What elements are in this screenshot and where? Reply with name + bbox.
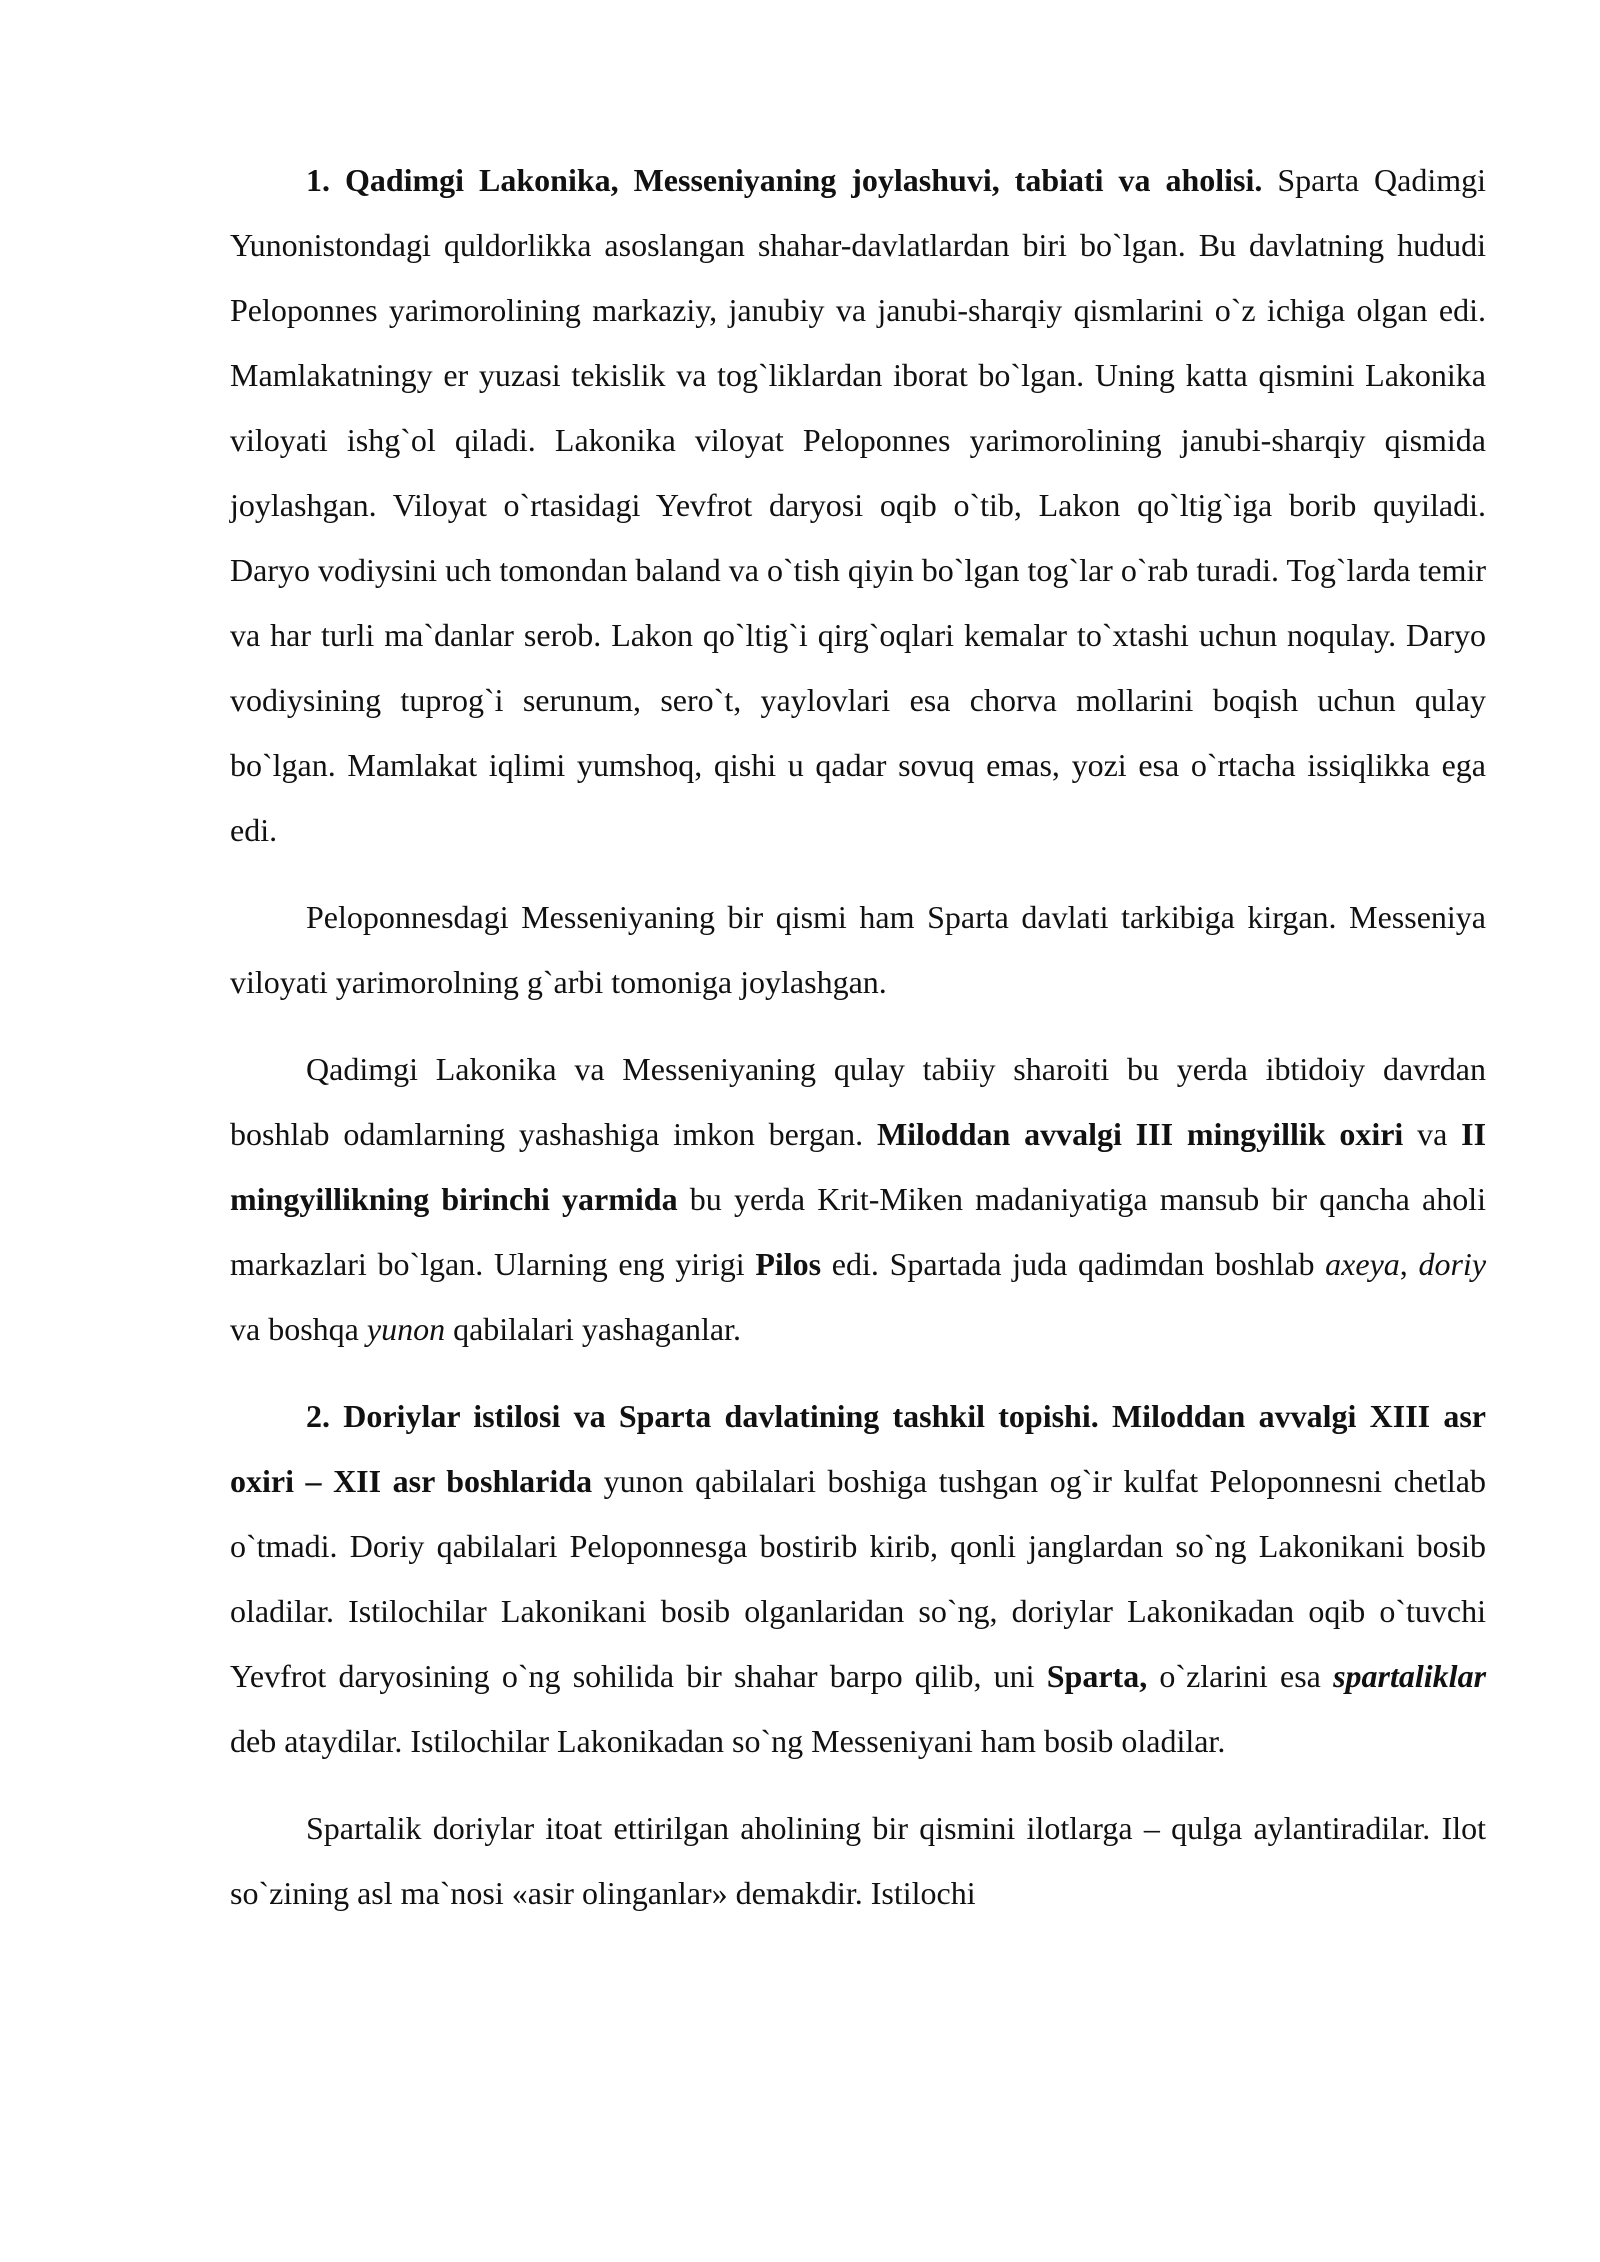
document-page bbox=[230, 148, 1486, 1948]
text-run: edi. Spartada juda qadimdan boshlab bbox=[821, 1246, 1326, 1282]
text-run: yunon qabilalari boshiga tushgan og`ir kulfat Peloponnesni chetlab o`tmadi. Doriy qabilalari Peloponnesga bostirib kirib, qonli janglardan so`ng Lakonikani bosib oladilar. Istilochilar Lakonikani bosib olganlaridan so`ng, doriylar Lakonikadan oqib o`tuvchi Yevfrot daryosining o`ng sohilida bir shahar barpo qilib, uni bbox=[230, 1463, 1487, 1694]
section-heading-1: 1. Qadimgi Lakonika, Messeniyaning joylashuvi, tabiati va aholisi. bbox=[306, 162, 1263, 198]
section-heading-2: 2. Doriylar istilosi va Sparta davlatining tashkil topishi. Miloddan avvalgi XIII asr oxiri – XII asr boshlarida bbox=[230, 1398, 1486, 1499]
text-run: Spartalik doriylar itoat ettirilgan aholining bir qismini ilotlarga – qulga aylantiradilar. Ilot so`zining asl ma`nosi «asir olinganlar» demakdir. Istilochi bbox=[230, 1810, 1486, 1911]
bold-term: Pilos bbox=[755, 1246, 822, 1282]
paragraph-5 bbox=[230, 1796, 1486, 1926]
bold-italic-term: spartaliklar bbox=[1333, 1658, 1487, 1694]
italic-term: yunon bbox=[366, 1311, 446, 1347]
text-run: , bbox=[1399, 1246, 1419, 1282]
italic-term: doriy bbox=[1418, 1246, 1487, 1282]
bold-date: II mingyillikning birinchi yarmida bbox=[230, 1116, 1487, 1217]
paragraph-1 bbox=[230, 148, 1486, 863]
italic-term: axeya bbox=[1325, 1246, 1400, 1282]
text-run: bu yerda Krit-Miken madaniyatiga mansub bir qancha aholi markazlari bo`lgan. Ularning eng yirigi bbox=[230, 1181, 1487, 1282]
paragraph-3 bbox=[230, 1037, 1486, 1362]
text-run: Qadimgi Lakonika va Messeniyaning qulay tabiiy sharoiti bu yerda ibtidoiy davrdan boshlab odamlarning yashashiga imkon bergan. bbox=[230, 1051, 1486, 1152]
paragraph-2 bbox=[230, 885, 1486, 1015]
paragraph-4 bbox=[230, 1384, 1486, 1774]
text-run: Sparta Qadimgi Yunonistondagi quldorlikka asoslangan shahar-davlatlardan biri bo`lgan. Bu davlatning hududi Peloponnes yarimorolining markaziy, janubiy va janubi-sharqiy qismlarini o`z ichiga olgan edi. Mamlakatningy er yuzasi tekislik va tog`liklardan iborat bo`lgan. Uning katta qismini Lakonika viloyati ishg`ol qiladi. Lakonika viloyat Peloponnes yarimorolining janubi-sharqiy qismida joylashgan. Viloyat o`rtasidagi Yevfrot daryosi oqib o`tib, Lakon qo`ltig`iga borib quyiladi. Daryo vodiysini uch tomondan baland va o`tish qiyin bo`lgan tog`lar o`rab turadi. Tog`larda temir va har turli ma`danlar serob. Lakon qo`ltig`i qirg`oqlari kemalar to`xtashi uchun noqulay. Daryo vodiysining tuprog`i serunum, sero`t, yaylovlari esa chorva mollarini boqish uchun qulay bo`lgan. Mamlakat iqlimi yumshoq, qishi u qadar sovuq emas, yozi esa o`rtacha issiqlikka ega edi. bbox=[230, 162, 1487, 848]
text-run: va boshqa bbox=[230, 1311, 367, 1347]
text-run: qabilalari yashaganlar. bbox=[445, 1311, 741, 1347]
text-run: Peloponnesdagi Messeniyaning bir qismi ham Sparta davlati tarkibiga kirgan. Messeniya viloyati yarimorolning g`arbi tomoniga joylashgan. bbox=[230, 899, 1486, 1000]
text-run: va bbox=[1403, 1116, 1462, 1152]
text-run: o`zlarini esa bbox=[1147, 1658, 1334, 1694]
bold-date: Miloddan avvalgi III mingyillik oxiri bbox=[876, 1116, 1404, 1152]
text-run: deb ataydilar. Istilochilar Lakonikadan so`ng Messeniyani ham bosib oladilar. bbox=[230, 1723, 1226, 1759]
bold-term: Sparta, bbox=[1046, 1658, 1148, 1694]
